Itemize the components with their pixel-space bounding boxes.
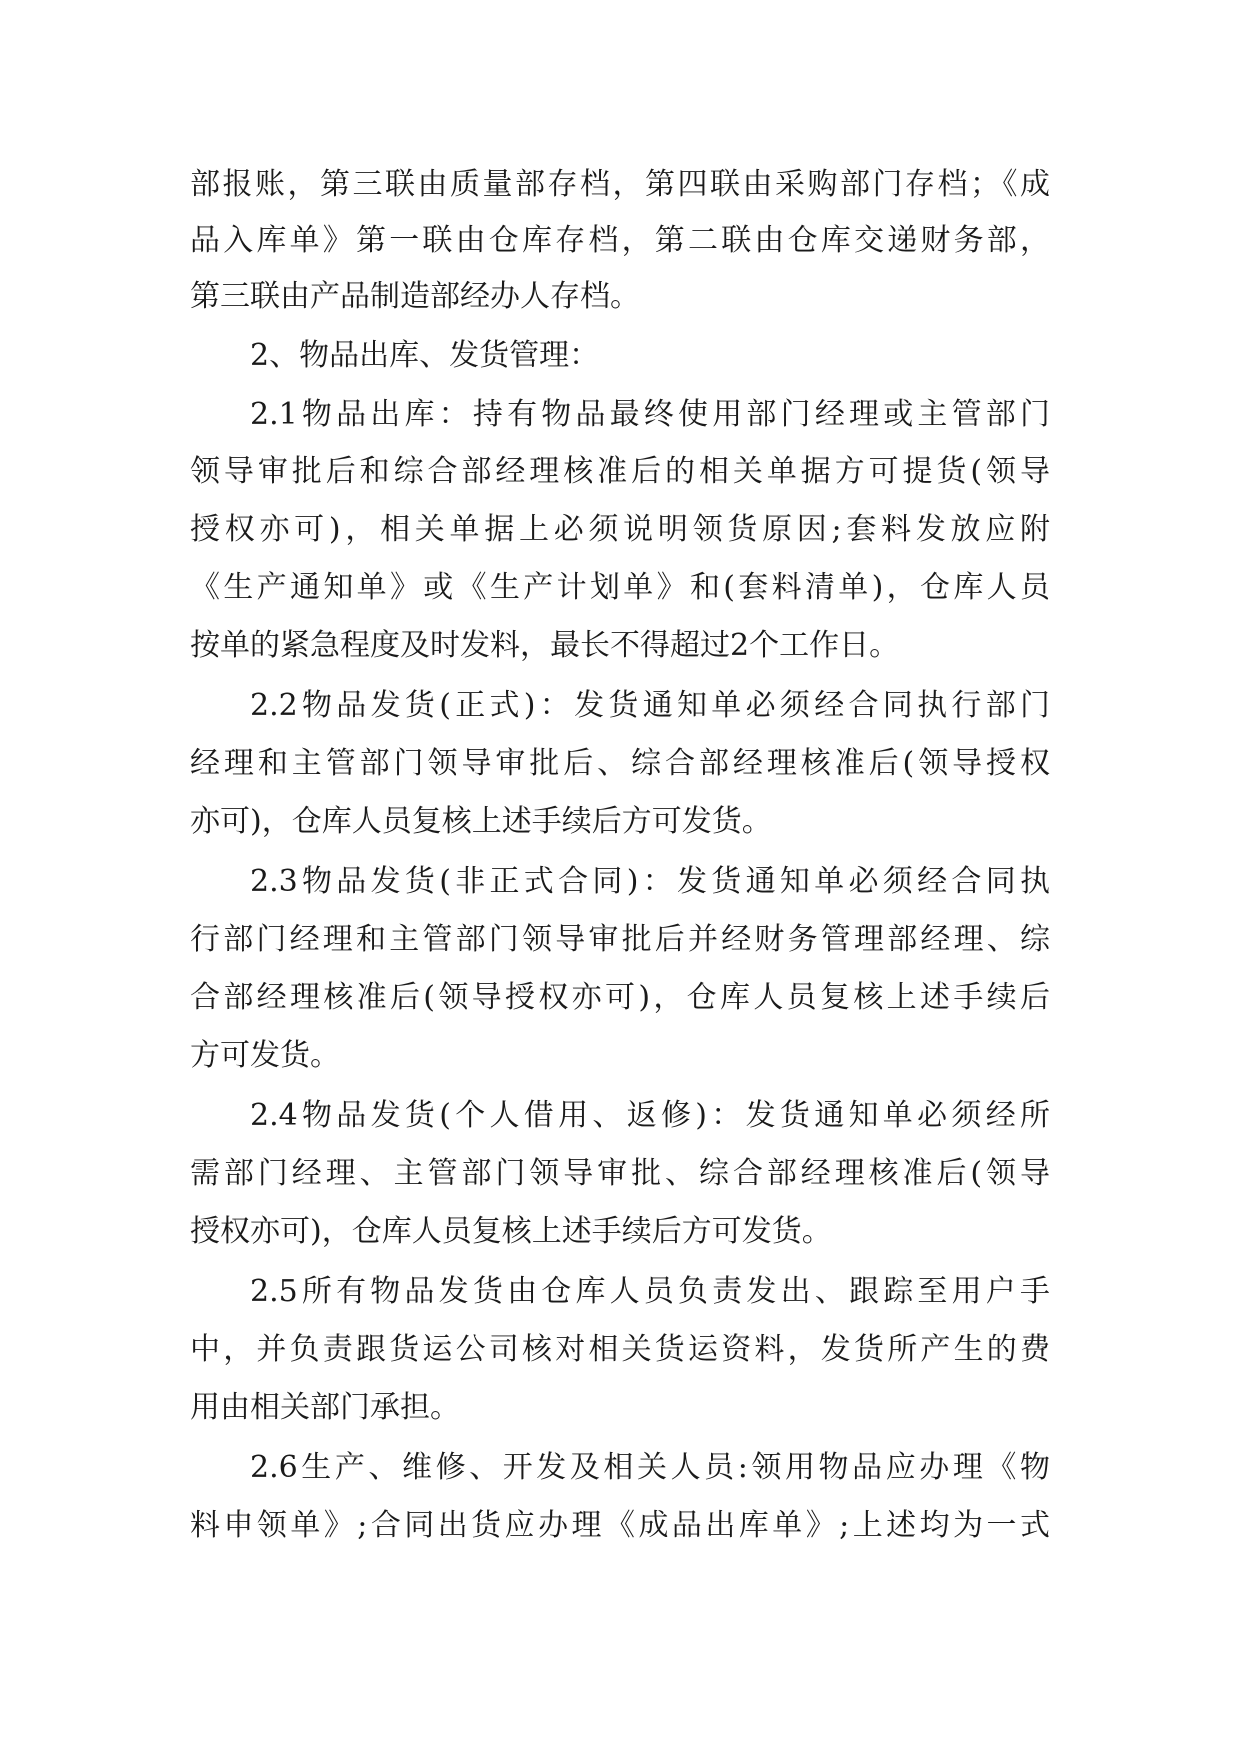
text-line: 2.3物品发货(非正式合同)：发货通知单必须经合同执 [250, 864, 1050, 899]
text-line: 行部门经理和主管部门领导审批后并经财务管理部经理、综 [190, 922, 1050, 957]
text-line: 授权亦可)，相关单据上必须说明领货原因;套料发放应附 [190, 512, 1050, 547]
text-line: 2.5所有物品发货由仓库人员负责发出、跟踪至用户手 [250, 1274, 1050, 1309]
text-line: 按单的紧急程度及时发料，最长不得超过2个工作日。 [190, 628, 900, 663]
text-line: 经理和主管部门领导审批后、综合部经理核准后(领导授权 [190, 746, 1050, 781]
text-line: 部报账，第三联由质量部存档，第四联由采购部门存档；《成 [190, 167, 1050, 202]
text-line: 领导审批后和综合部经理核准后的相关单据方可提货(领导 [190, 454, 1050, 489]
text-line: 亦可)，仓库人员复核上述手续后方可发货。 [190, 804, 772, 839]
text-line: 合部经理核准后(领导授权亦可)，仓库人员复核上述手续后 [190, 980, 1050, 1015]
text-line: 授权亦可)，仓库人员复核上述手续后方可发货。 [190, 1214, 832, 1249]
text-line: 《生产通知单》或《生产计划单》和(套料清单)，仓库人员 [190, 570, 1050, 605]
text-line: 2.4物品发货(个人借用、返修)：发货通知单必须经所 [250, 1098, 1050, 1133]
text-line: 需部门经理、主管部门领导审批、综合部经理核准后(领导 [190, 1156, 1050, 1191]
section-heading: 2、物品出库、发货管理： [250, 338, 600, 373]
text-line: 用由相关部门承担。 [190, 1390, 460, 1425]
text-line: 品入库单》第一联由仓库存档，第二联由仓库交递财务部， [190, 223, 1050, 258]
text-line: 第三联由产品制造部经办人存档。 [190, 279, 640, 314]
text-line: 2.6生产、维修、开发及相关人员:领用物品应办理《物 [250, 1450, 1050, 1485]
text-line: 中，并负责跟货运公司核对相关货运资料，发货所产生的费 [190, 1332, 1050, 1367]
text-line: 料申领单》;合同出货应办理《成品出库单》;上述均为一式 [190, 1508, 1050, 1543]
text-line: 2.1物品出库：持有物品最终使用部门经理或主管部门 [250, 397, 1050, 432]
text-line: 2.2物品发货(正式)：发货通知单必须经合同执行部门 [250, 688, 1050, 723]
text-line: 方可发货。 [190, 1038, 340, 1073]
